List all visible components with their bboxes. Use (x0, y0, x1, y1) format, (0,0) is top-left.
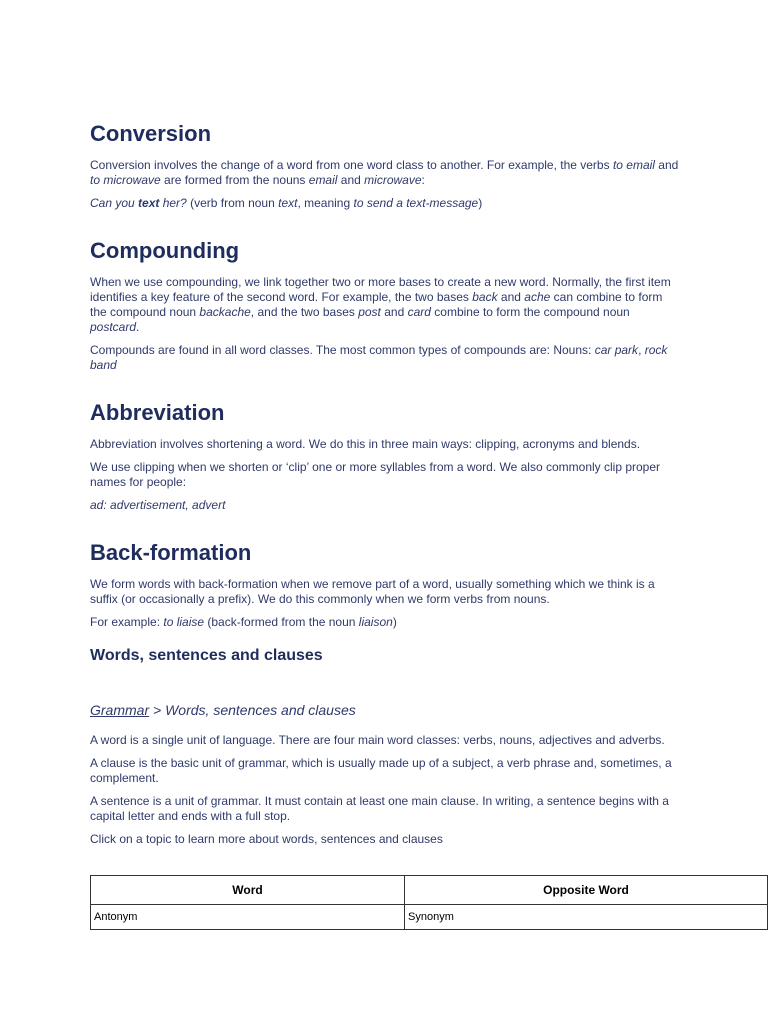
heading-back-formation: Back-formation (90, 540, 252, 565)
abbreviation-paragraph-2: We use clipping when we shorten or ‘clip’ one or more syllables from a word. We also commonly clip proper names for people: (90, 460, 661, 489)
document-body (90, 120, 680, 855)
heading-abbreviation: Abbreviation (90, 400, 225, 425)
spacer (90, 666, 680, 701)
heading-compounding: Compounding (90, 238, 240, 263)
conversion-example: Can you text her? (verb from noun text, meaning to send a text-message) (90, 196, 483, 210)
words-paragraph-4: Click on a topic to learn more about words, sentences and clauses (90, 832, 443, 846)
words-paragraph-1: A word is a single unit of language. There are four main word classes: verbs, nouns, adjectives and adverbs. (90, 733, 665, 747)
word-table (90, 875, 768, 930)
table-header-word: Word (91, 876, 405, 905)
spacer (90, 638, 680, 646)
heading-words-sentences-clauses: Words, sentences and clauses (90, 647, 323, 664)
table-row (91, 905, 768, 930)
heading-conversion: Conversion (90, 121, 212, 146)
table-header-row (91, 876, 768, 905)
back-formation-paragraph-1: We form words with back-formation when we remove part of a word, usually something which we think is a suffix (or occasionally a prefix). We do this commonly when we form verbs from nouns. (90, 577, 655, 606)
table-cell-word: Antonym (91, 905, 405, 930)
abbreviation-example: ad: advertisement, advert (90, 498, 226, 512)
table-header-opposite-word: Opposite Word (405, 876, 768, 905)
compounding-paragraph-2: Compounds are found in all word classes. The most common types of compounds are: Nouns: car park, rock band (90, 343, 668, 372)
words-paragraph-3: A sentence is a unit of grammar. It must contain at least one main clause. In writing, a sentence begins with a capital letter and ends with a full stop. (90, 794, 669, 823)
breadcrumb-link-grammar[interactable]: Grammar (90, 702, 150, 718)
breadcrumb (90, 701, 680, 719)
abbreviation-paragraph-1: Abbreviation involves shortening a word. We do this in three main ways: clipping, acronyms and blends. (90, 437, 641, 451)
words-paragraph-2: A clause is the basic unit of grammar, which is usually made up of a subject, a verb phrase and, sometimes, a complement. (90, 756, 672, 785)
spacer (90, 219, 680, 237)
spacer (90, 381, 680, 399)
breadcrumb-current: Words, sentences and clauses (165, 702, 356, 718)
breadcrumb-separator: > (149, 702, 166, 718)
conversion-paragraph-1: Conversion involves the change of a word from one word class to another. For example, the verbs to email and to microwave are formed from the nouns email and microwave: (90, 158, 679, 187)
back-formation-example: For example: to liaise (back-formed from the noun liaison) (90, 615, 397, 629)
compounding-paragraph-1: When we use compounding, we link together two or more bases to create a new word. Normally, the first item identifies a key feature of the second word. For example, the two bases back and ache can combine to form the compound noun backache, and the two bases post and card combine to form the compound noun postcard. (90, 275, 671, 334)
spacer (90, 521, 680, 539)
table-cell-opposite-word: Synonym (405, 905, 768, 930)
